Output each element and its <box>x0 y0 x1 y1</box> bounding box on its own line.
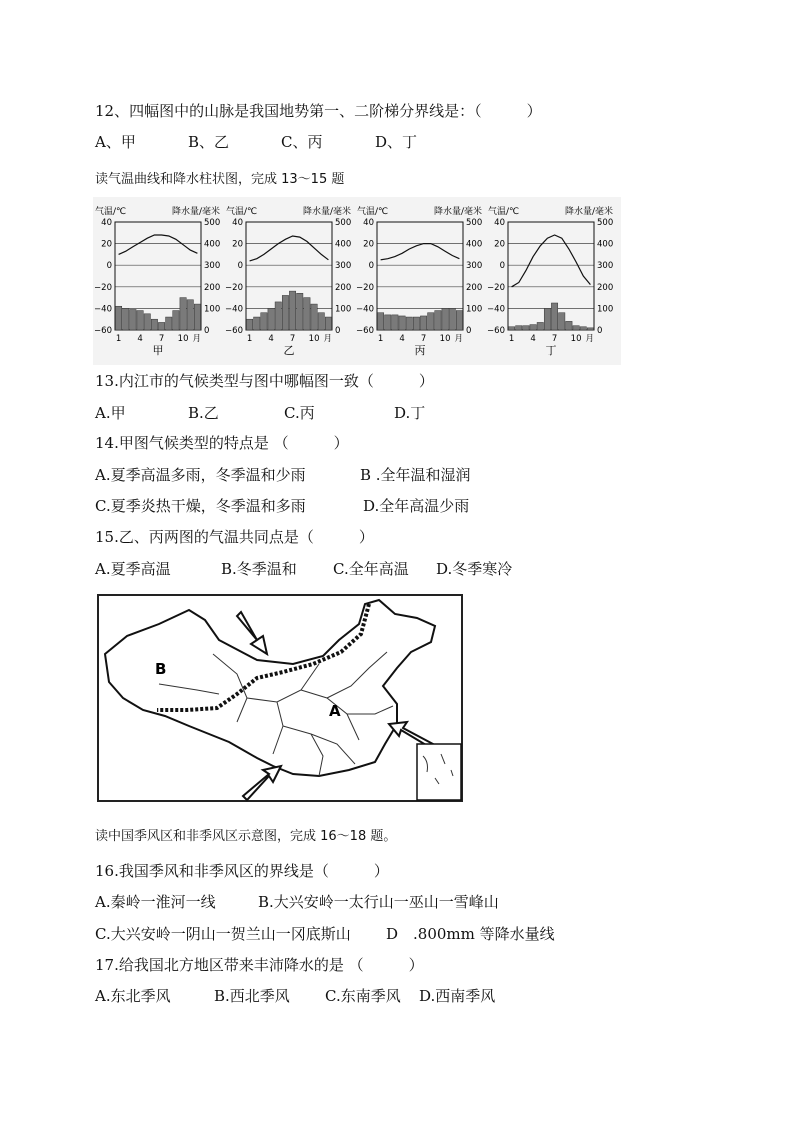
q13-option-d: D.丁 <box>394 404 426 422</box>
precip-tick-label: 200 <box>466 282 483 293</box>
month-tick-label: 10 <box>177 334 189 344</box>
precip-tick-label: 100 <box>335 304 352 315</box>
temperature-curve <box>381 244 460 260</box>
intro-16-18: 读中国季风区和非季风区示意图，完成 16～18 题。 <box>95 829 397 844</box>
precip-bar <box>158 322 164 330</box>
month-tick-label: 7 <box>551 334 558 344</box>
precip-tick-label: 100 <box>466 304 483 315</box>
month-tick-label: 4 <box>137 334 143 344</box>
precip-bar <box>275 302 281 330</box>
precip-tick-label: 500 <box>597 218 614 228</box>
south-china-sea-inset <box>417 744 461 800</box>
precip-tick-label: 500 <box>335 218 352 228</box>
q12-option-d: D、丁 <box>375 133 418 151</box>
precip-bar <box>115 306 121 330</box>
precip-axis-label: 降水量/毫米 <box>303 207 352 217</box>
month-tick-label: 10 <box>439 334 451 344</box>
q16-option-a: A.秦岭一淮河一线 <box>95 893 216 911</box>
precip-bar <box>580 327 586 330</box>
precip-bar <box>254 317 260 330</box>
chart-title: 丁 <box>545 344 557 357</box>
temp-tick-label: 0 <box>499 261 505 272</box>
precip-bar <box>187 300 193 330</box>
question-17-stem: 17.给我国北方地区带来丰沛降水的是 （ ） <box>95 956 424 974</box>
precip-bar <box>392 315 398 330</box>
precip-tick-label: 500 <box>204 218 221 228</box>
map-label-b: B <box>155 660 167 678</box>
precip-axis-label: 降水量/毫米 <box>172 207 221 217</box>
temp-tick-label: 0 <box>237 261 243 272</box>
precip-bar <box>166 317 172 330</box>
temp-tick-label: 20 <box>363 239 374 250</box>
q14-option-b: B .全年温和湿润 <box>360 466 471 484</box>
q17-option-d: D.西南季风 <box>419 987 496 1005</box>
precip-bar <box>194 304 200 330</box>
precip-bar <box>551 303 557 330</box>
temp-axis-label: 气温/℃ <box>95 207 127 217</box>
precip-bar <box>420 316 426 330</box>
precip-bar <box>282 295 288 330</box>
q13-option-b: B.乙 <box>188 404 219 422</box>
precip-bar <box>123 308 129 330</box>
month-unit-label: 月 <box>192 334 201 344</box>
chart-title: 丙 <box>414 344 426 357</box>
precip-bar <box>289 291 295 330</box>
precip-bar <box>261 313 267 330</box>
temp-tick-label: 0 <box>106 261 112 272</box>
precip-tick-label: 100 <box>597 304 614 315</box>
precip-bar <box>318 313 324 330</box>
precip-bar <box>428 313 434 330</box>
precip-bar <box>435 311 441 330</box>
precip-bar <box>268 308 274 330</box>
temp-tick-label: −40 <box>356 304 374 315</box>
precip-bar <box>537 322 543 330</box>
temperature-curve <box>512 235 591 287</box>
precip-tick-label: 200 <box>597 282 614 293</box>
precip-bar <box>130 309 136 330</box>
month-tick-label: 4 <box>268 334 274 344</box>
precip-tick-label: 0 <box>597 326 603 336</box>
temp-tick-label: −20 <box>225 282 243 293</box>
precip-tick-label: 0 <box>204 326 210 336</box>
temp-tick-label: 40 <box>232 218 243 228</box>
month-tick-label: 4 <box>530 334 536 344</box>
map-label-a: A <box>329 702 341 720</box>
temp-tick-label: 40 <box>363 218 374 228</box>
q12-option-c: C、丙 <box>281 133 323 151</box>
temp-tick-label: −40 <box>487 304 505 315</box>
temp-tick-label: 20 <box>494 239 505 250</box>
question-14-stem: 14.甲图气候类型的特点是 （ ） <box>95 434 349 452</box>
q15-option-c: C.全年高温 <box>333 560 409 578</box>
precip-bar <box>523 326 529 330</box>
month-tick-label: 7 <box>420 334 427 344</box>
precip-tick-label: 200 <box>335 282 352 293</box>
temp-tick-label: −20 <box>487 282 505 293</box>
question-13-stem: 13.内江市的气候类型与图中哪幅图一致（ ） <box>95 372 434 390</box>
precip-tick-label: 100 <box>204 304 221 315</box>
month-unit-label: 月 <box>323 334 332 344</box>
temp-axis-label: 气温/℃ <box>357 207 389 217</box>
precip-bar <box>530 325 536 330</box>
intro-13-15: 读气温曲线和降水柱状图，完成 13～15 题 <box>95 172 345 187</box>
chart-title: 乙 <box>283 344 295 357</box>
precip-tick-label: 200 <box>204 282 221 293</box>
precip-bar <box>297 293 303 330</box>
precip-axis-label: 降水量/毫米 <box>434 207 483 217</box>
temp-tick-label: 20 <box>101 239 112 250</box>
precip-tick-label: 0 <box>466 326 472 336</box>
precip-bar <box>246 319 252 330</box>
chart-title: 甲 <box>152 344 164 357</box>
q13-option-a: A.甲 <box>95 404 126 422</box>
month-tick-label: 1 <box>377 334 384 344</box>
precip-bar <box>516 326 522 330</box>
precip-axis-label: 降水量/毫米 <box>565 207 614 217</box>
q17-option-c: C.东南季风 <box>325 987 401 1005</box>
month-tick-label: 10 <box>570 334 582 344</box>
q17-option-b: B.西北季风 <box>214 987 290 1005</box>
precip-bar <box>325 317 331 330</box>
precip-tick-label: 300 <box>204 261 221 272</box>
precip-bar <box>566 321 572 330</box>
month-unit-label: 月 <box>585 334 594 344</box>
precip-bar <box>377 313 383 330</box>
q14-option-d: D.全年高温少雨 <box>363 497 470 515</box>
month-tick-label: 10 <box>308 334 320 344</box>
q13-option-c: C.丙 <box>284 404 315 422</box>
question-15-stem: 15.乙、丙两图的气温共同点是（ ） <box>95 528 374 546</box>
temp-tick-label: 40 <box>101 218 112 228</box>
precip-tick-label: 400 <box>204 239 221 250</box>
q16-option-d: D .800mm 等降水量线 <box>386 925 555 943</box>
precip-bar <box>544 308 550 330</box>
precip-bar <box>137 311 143 330</box>
precip-bar <box>449 308 455 330</box>
month-tick-label: 4 <box>399 334 405 344</box>
temp-tick-label: 20 <box>232 239 243 250</box>
temp-tick-label: −40 <box>94 304 112 315</box>
precip-tick-label: 300 <box>597 261 614 272</box>
precip-bar <box>573 326 579 330</box>
precip-bar <box>173 311 179 330</box>
q12-option-a: A、甲 <box>95 133 136 151</box>
precip-bar <box>508 327 514 330</box>
q12-option-b: B、乙 <box>188 133 230 151</box>
precip-tick-label: 400 <box>335 239 352 250</box>
precip-tick-label: 400 <box>466 239 483 250</box>
china-monsoon-map <box>97 594 463 802</box>
temp-tick-label: −60 <box>94 326 112 336</box>
precip-bar <box>399 316 405 330</box>
temp-tick-label: −60 <box>356 326 374 336</box>
precip-bar <box>442 308 448 330</box>
temperature-curve <box>250 236 329 261</box>
month-tick-label: 1 <box>508 334 515 344</box>
question-12-stem: 12、四幅图中的山脉是我国地势第一、二阶梯分界线是：（ ） <box>95 102 542 120</box>
plot-frame <box>508 222 594 330</box>
q15-option-d: D.冬季寒冷 <box>436 560 513 578</box>
temp-tick-label: 0 <box>368 261 374 272</box>
precip-bar <box>385 315 391 330</box>
temp-tick-label: −20 <box>94 282 112 293</box>
temp-tick-label: −40 <box>225 304 243 315</box>
q16-option-b: B.大兴安岭一太行山一巫山一雪峰山 <box>258 893 499 911</box>
q14-option-c: C.夏季炎热干燥，冬季温和多雨 <box>95 497 306 515</box>
precip-bar <box>304 298 310 330</box>
q14-option-a: A.夏季高温多雨，冬季温和少雨 <box>95 466 306 484</box>
precip-tick-label: 0 <box>335 326 341 336</box>
temp-axis-label: 气温/℃ <box>488 207 520 217</box>
precip-tick-label: 300 <box>466 261 483 272</box>
precip-bar <box>144 314 150 330</box>
precip-bar <box>456 311 462 330</box>
q16-option-c: C.大兴安岭一阴山一贺兰山一冈底斯山 <box>95 925 351 943</box>
month-tick-label: 1 <box>115 334 122 344</box>
temp-tick-label: −20 <box>356 282 374 293</box>
precip-bar <box>559 313 565 330</box>
q15-option-a: A.夏季高温 <box>95 560 171 578</box>
precip-bar <box>406 317 412 330</box>
temp-tick-label: 40 <box>494 218 505 228</box>
temp-axis-label: 气温/℃ <box>226 207 258 217</box>
climate-charts-figure <box>93 197 621 365</box>
precip-bar <box>587 328 593 330</box>
question-16-stem: 16.我国季风和非季风区的界线是（ ） <box>95 862 389 880</box>
precip-bar <box>413 317 419 330</box>
q15-option-b: B.冬季温和 <box>221 560 297 578</box>
precip-tick-label: 400 <box>597 239 614 250</box>
precip-bar <box>311 304 317 330</box>
temp-tick-label: −60 <box>225 326 243 336</box>
precip-bar <box>180 298 186 330</box>
precip-tick-label: 500 <box>466 218 483 228</box>
month-tick-label: 7 <box>289 334 296 344</box>
temperature-curve <box>119 235 198 254</box>
month-tick-label: 1 <box>246 334 253 344</box>
precip-bar <box>151 319 157 330</box>
precip-tick-label: 300 <box>335 261 352 272</box>
month-unit-label: 月 <box>454 334 463 344</box>
q17-option-a: A.东北季风 <box>95 987 171 1005</box>
temp-tick-label: −60 <box>487 326 505 336</box>
month-tick-label: 7 <box>158 334 165 344</box>
